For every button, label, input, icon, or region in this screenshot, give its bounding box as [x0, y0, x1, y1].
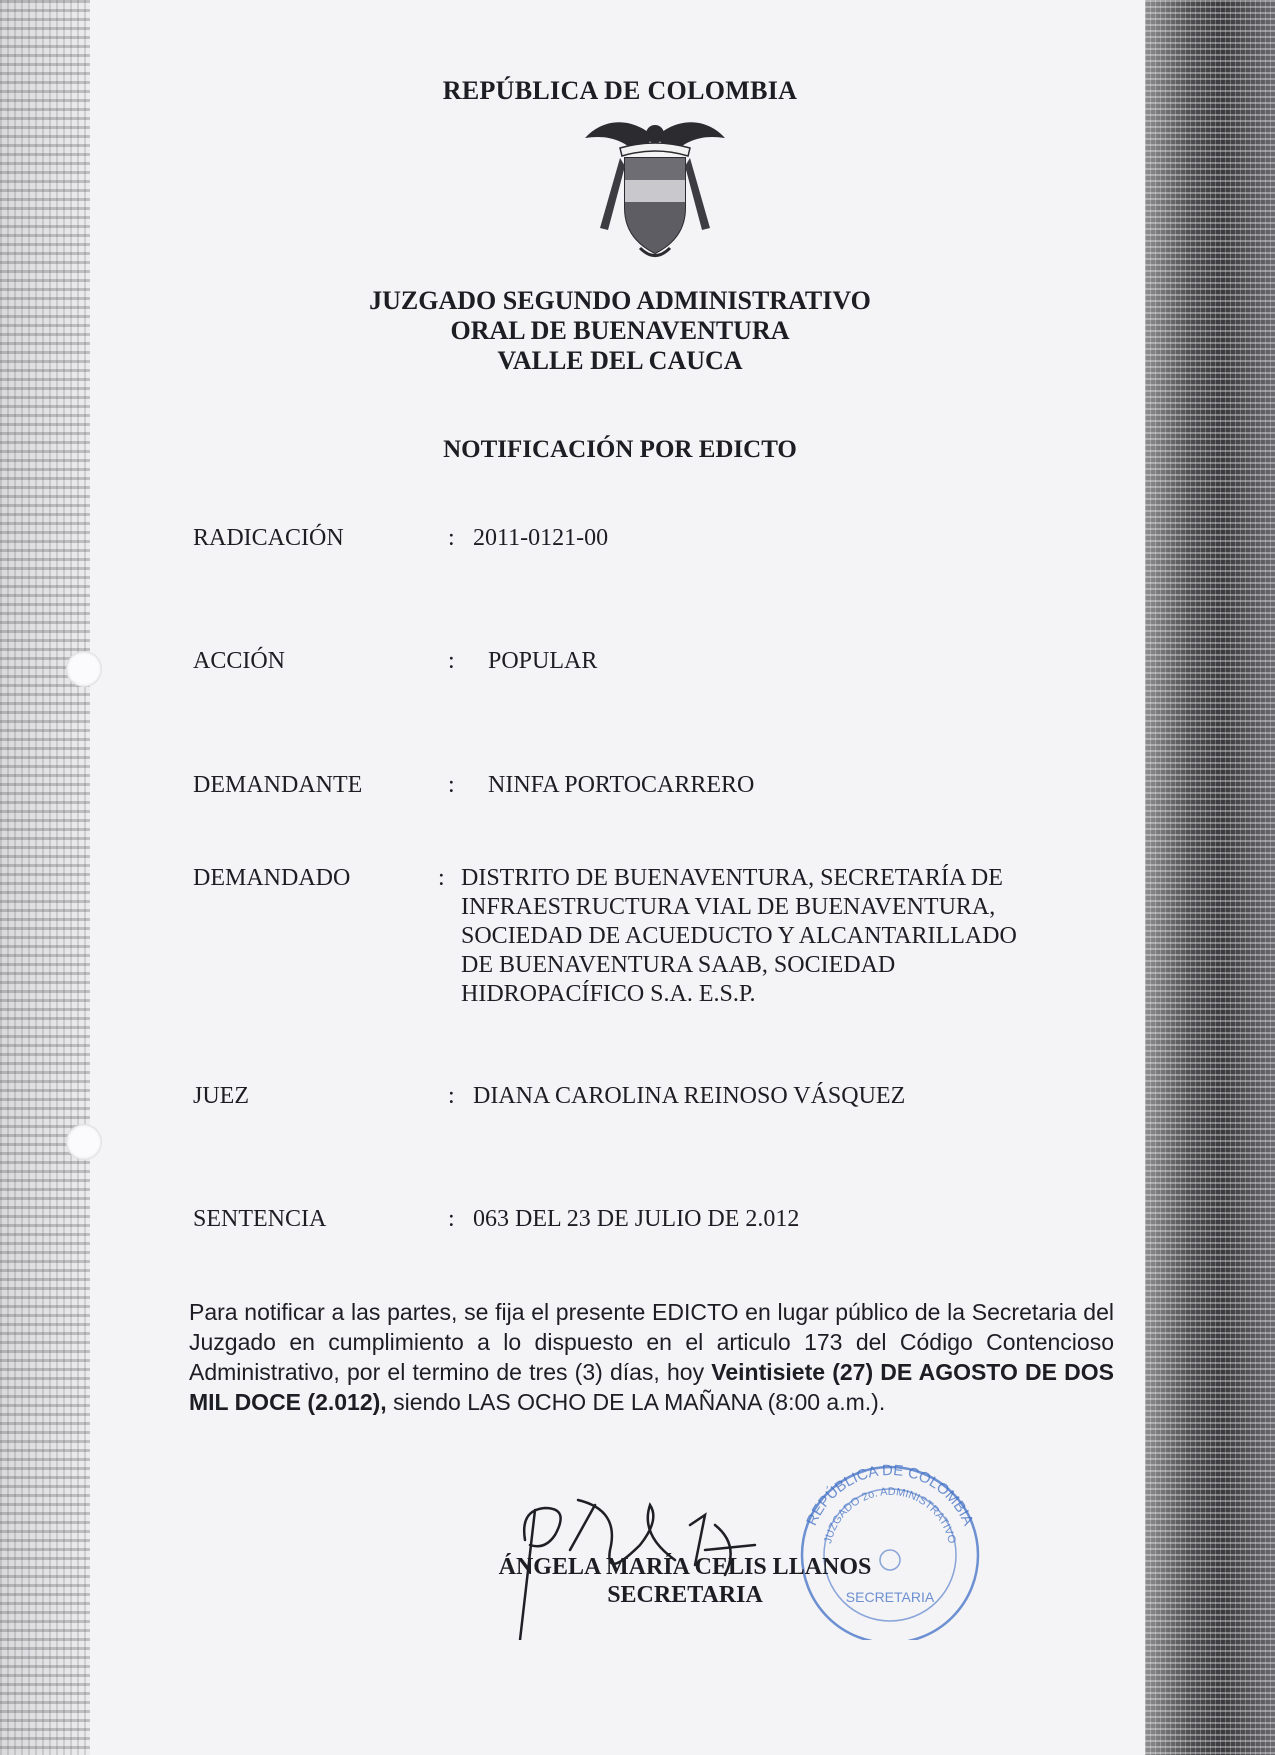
field-value: DIANA CAROLINA REINOSO VÁSQUEZ [473, 1083, 906, 1109]
field-value-multiline [461, 864, 1121, 1009]
court-name-line: VALLE DEL CAUCA [497, 346, 743, 375]
country-heading: REPÚBLICA DE COLOMBIA [442, 76, 798, 105]
field-value: 2011-0121-00 [473, 525, 609, 551]
scan-left-edge [0, 0, 90, 1755]
signature-block [410, 1460, 1010, 1630]
field-label: SENTENCIA [193, 1206, 327, 1232]
body-text: siendo LAS OCHO DE LA MAÑANA (8:00 a.m.). [386, 1389, 886, 1415]
field-value-line: INFRAESTRUCTURA VIAL DE BUENAVENTURA, [461, 894, 996, 920]
field-value-line: HIDROPACÍFICO S.A. E.S.P. [461, 981, 756, 1007]
scan-right-edge [1145, 0, 1275, 1755]
field-label: ACCIÓN [193, 648, 286, 674]
document-page [110, 0, 1130, 1755]
court-name-line: JUZGADO SEGUNDO ADMINISTRATIVO [369, 286, 871, 315]
field-value-line: SOCIEDAD DE ACUEDUCTO Y ALCANTARILLADO [461, 923, 1017, 949]
signer-name: ÁNGELA MARÍA CELIS LLANOS [498, 1554, 872, 1580]
body-text: Para notificar a las partes, se fija el presente EDICTO en lugar público de la Secretaria del Juzgado en cumplimiento a lo dispuesto en el articulo 173 del Código Contencioso Administrativo, por el termino de tres (3) días, hoy [189, 1299, 1114, 1385]
body-date-bold: Veintisiete (27) DE AGOSTO DE DOS MIL DOCE (2.012), [189, 1359, 1114, 1415]
field-separator: : [448, 648, 455, 674]
stamp-center-text: SECRETARIA [845, 1589, 935, 1605]
field-value-line: DISTRITO DE BUENAVENTURA, SECRETARÍA DE [461, 865, 1003, 891]
court-name-line: ORAL DE BUENAVENTURA [450, 316, 790, 345]
court-name-block [110, 286, 1130, 376]
signer-role: SECRETARIA [607, 1582, 763, 1608]
field-value: 063 DEL 23 DE JULIO DE 2.012 [473, 1206, 800, 1232]
field-value: NINFA PORTOCARRERO [488, 772, 755, 798]
notice-body-paragraph [189, 1297, 1114, 1417]
field-label: JUEZ [193, 1083, 249, 1109]
field-separator: : [448, 772, 455, 798]
notice-title: NOTIFICACIÓN POR EDICTO [443, 436, 797, 463]
field-label: RADICACIÓN [193, 525, 344, 551]
handwritten-signature-icon [500, 1490, 830, 1640]
stamp-outer-text: REPÚBLICA DE COLOMBIA [803, 1461, 977, 1529]
coat-of-arms-icon [580, 108, 730, 268]
field-separator: : [448, 525, 455, 551]
field-value: POPULAR [488, 648, 598, 674]
field-separator: : [438, 865, 445, 891]
punch-hole [66, 651, 102, 687]
field-label: DEMANDADO [193, 865, 351, 891]
field-label: DEMANDANTE [193, 772, 363, 798]
punch-hole [66, 1124, 102, 1160]
field-value-line: DE BUENAVENTURA SAAB, SOCIEDAD [461, 952, 896, 978]
field-separator: : [448, 1083, 455, 1109]
stamp-inner-text: JUZGADO 2o. ADMINISTRATIVO [822, 1485, 958, 1545]
field-separator: : [448, 1206, 455, 1232]
